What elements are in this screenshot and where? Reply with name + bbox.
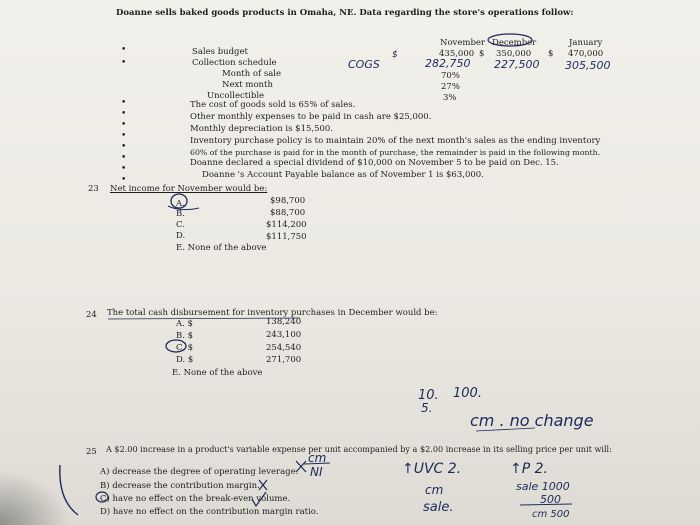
hand-sale: sale. — [423, 500, 454, 515]
bullet: • — [121, 120, 127, 130]
hand-jan-cogs: 305,500 — [565, 59, 611, 72]
hand-dec-cogs: 227,500 — [494, 58, 540, 71]
bullet: • — [121, 164, 127, 174]
q23-option-e: E. None of the above — [176, 243, 267, 253]
hand-500: 500 — [540, 493, 561, 506]
hand-cm-500: cm 500 — [532, 509, 570, 520]
month-of-sale-label: Month of sale — [222, 69, 282, 79]
q24-option-a-letter: A. $ — [176, 319, 193, 329]
q24-question: The total cash disbursement for inventory purchases in December would be: — [107, 308, 438, 318]
bullet: • — [121, 45, 127, 55]
sales-nov-dollar: $ — [479, 49, 485, 59]
bullet: • — [121, 153, 127, 163]
hand-cm: cm — [425, 483, 444, 497]
sales-dec: 350,000 — [496, 49, 532, 59]
bullet: • — [121, 142, 127, 152]
q24-option-c-value: 254,540 — [266, 343, 302, 353]
q24-option-a-value: 138,240 — [266, 317, 302, 327]
q23-number: 23 — [88, 184, 99, 194]
q23-option-d-letter: D. — [176, 231, 186, 241]
page-shadow — [0, 470, 70, 525]
bullet: • — [121, 98, 127, 108]
hand-uvc: ↑UVC 2. — [402, 461, 462, 477]
hand-sale-1000: sale 1000 — [516, 480, 570, 493]
q23-question: Net income for November would be: — [110, 184, 268, 194]
q23-option-a-value: $98,700 — [270, 196, 306, 206]
intro-text: Doanne sells baked goods products in Omaha, NE. Data regarding the store's operations follow: — [116, 8, 574, 18]
note-cogs: The cost of goods sold is 65% of sales. — [190, 100, 356, 110]
hand-cm-over-ni: cm — [308, 451, 327, 465]
q24-option-b-value: 243,100 — [266, 330, 302, 340]
hand-ni: NI — [310, 465, 323, 479]
collection-schedule-label: Collection schedule — [192, 58, 277, 68]
q23-option-c-value: $114,200 — [266, 220, 307, 230]
q24-option-d-letter: D. $ — [176, 355, 194, 365]
hand-cogs-dollar: $ — [392, 50, 398, 60]
month-of-sale-pct: 70% — [441, 71, 460, 81]
q25-option-c: C) have no effect on the break-even volume. — [100, 494, 291, 504]
bullet: • — [121, 175, 127, 185]
bullet: • — [121, 109, 127, 119]
q25-question: A $2.00 increase in a product's variable expense per unit accompanied by a $2.00 increase in its selling price per unit will: — [106, 444, 612, 454]
q25-number: 25 — [86, 447, 97, 457]
q24-option-b-letter: B. $ — [176, 331, 194, 341]
next-month-label: Next month — [222, 80, 273, 90]
q23-option-d-value: $111,750 — [266, 232, 307, 242]
q25-option-d: D) have no effect on the contribution margin ratio. — [100, 507, 319, 517]
q24-option-c-letter: C. $ — [176, 343, 194, 353]
hand-up-p: ↑P 2. — [510, 461, 548, 477]
hand-cm-no-change: cm . no change — [470, 411, 594, 430]
q24-option-e: E. None of the above — [172, 368, 263, 378]
sales-jan: 470,000 — [568, 49, 604, 59]
q25-option-b: B) decrease the contribution margin. — [100, 481, 260, 491]
q24-option-d-value: 271,700 — [266, 355, 302, 365]
q23-option-c-letter: C. — [176, 220, 185, 230]
next-month-pct: 27% — [441, 82, 460, 92]
q23-option-b-letter: B. — [176, 209, 185, 219]
bullet: • — [121, 131, 127, 141]
note-purchase-payment: 60% of the purchase is paid for in the month of purchase, the remainder is paid in the following month. — [190, 148, 601, 157]
hand-hundred: 100. — [453, 386, 482, 401]
hand-ratio: 10. — [418, 388, 439, 403]
q24-number: 24 — [86, 310, 97, 320]
hand-nov-cogs: 282,750 — [425, 57, 471, 70]
cross-mark-b — [259, 480, 267, 490]
sales-budget-label: Sales budget — [192, 47, 248, 57]
q23-option-a-letter: A. — [176, 199, 185, 209]
note-depreciation: Monthly depreciation is $15,500. — [190, 124, 334, 134]
note-accounts-payable: Doanne 's Account Payable balance as of November 1 is $63,000. — [202, 170, 484, 180]
hand-cogs: COGS — [348, 58, 380, 71]
hand-ratio-denominator: 5. — [421, 401, 433, 415]
sales-jan-dollar: $ — [548, 49, 554, 59]
uncollectible-label: Uncollectible — [207, 91, 265, 101]
q25-option-a: A) decrease the degree of operating leverage. — [100, 467, 299, 477]
col-november: November — [440, 38, 485, 48]
bullet: • — [121, 58, 127, 68]
note-inventory-policy: Inventory purchase policy is to maintain 20% of the next month's sales as the ending inventory — [190, 136, 601, 146]
note-dividend: Doanne declared a special dividend of $10,000 on November 5 to be paid on Dec. 15. — [190, 158, 559, 168]
sales-nov: 435,000 — [439, 49, 475, 59]
col-december: December — [492, 38, 537, 48]
note-expenses: Other monthly expenses to be paid in cash are $25,000. — [190, 112, 432, 122]
q23-option-b-value: $88,700 — [270, 208, 306, 218]
uncollectible-pct: 3% — [443, 93, 457, 103]
col-january: January — [569, 38, 603, 48]
